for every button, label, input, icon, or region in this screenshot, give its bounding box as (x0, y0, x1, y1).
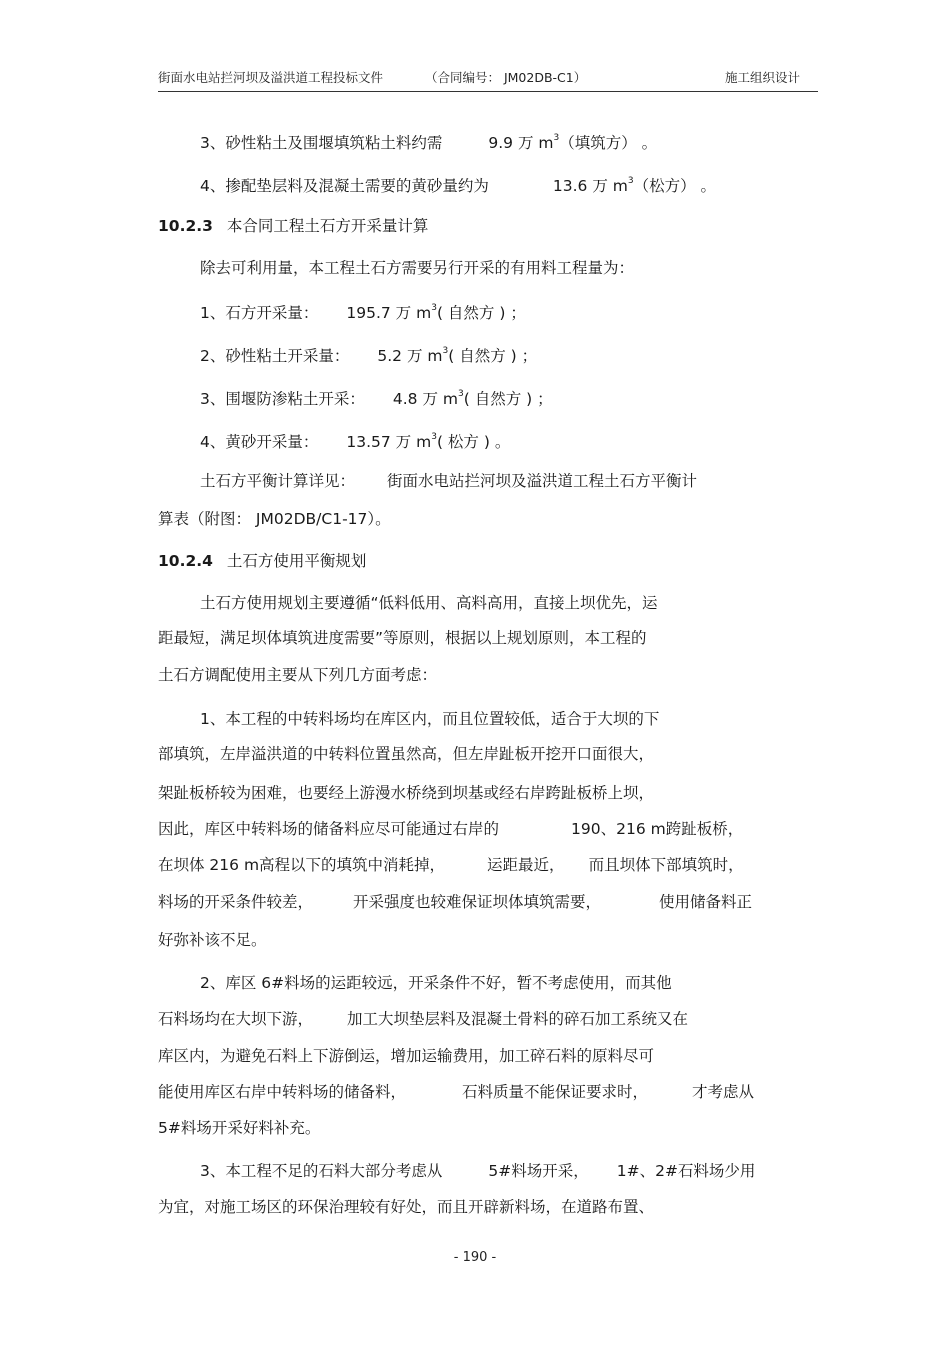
body-line: 除去可利用量，本工程土石方需要另行开采的有用料工程量为： (200, 259, 635, 277)
body-line: 土石方调配使用主要从下列几方面考虑： (158, 666, 438, 684)
text: 13.57 万 m (346, 433, 432, 452)
text: 石料质量不能保证要求时， (462, 1083, 649, 1101)
superscript: 3 (553, 133, 560, 143)
text: 195.7 万 m (346, 304, 432, 323)
body-line (158, 855, 744, 875)
header-title: 街面水电站拦河坝及溢洪道工程投标文件 (158, 70, 384, 85)
body-line (158, 1082, 754, 1102)
page-header (158, 68, 818, 90)
text: ( 自然方 ) ； (463, 390, 553, 409)
body-line (200, 386, 553, 409)
text: 能使用库区右岸中转料场的储备料， (158, 1083, 407, 1101)
text: 13.6 万 m (552, 177, 628, 196)
body-line: 架趾板桥较为困难，也要经上游漫水桥绕到坝基或经右岸跨趾板桥上坝， (158, 784, 655, 802)
text: （填筑方） 。 (559, 134, 658, 153)
section-title: 土石方使用平衡规划 (226, 552, 367, 570)
section-number: 10.2.3 (158, 217, 213, 235)
body-line (200, 343, 537, 366)
text: 石料场均在大坝下游， (158, 1010, 314, 1028)
text: 运距最近， (487, 856, 565, 874)
body-line (158, 819, 743, 839)
text: 开采强度也较难保证坝体填筑需要， (353, 893, 602, 911)
body-line (200, 300, 526, 323)
text: （松方） 。 (633, 177, 717, 196)
text: 在坝体 216 m高程以下的填筑中消耗掉， (158, 856, 446, 874)
body-line (158, 892, 752, 912)
section-title: 本合同工程土石方开采量计算 (226, 217, 429, 235)
body-line: 5#料场开采好料补充。 (158, 1119, 321, 1137)
body-line: 好弥补该不足。 (158, 931, 267, 949)
superscript: 3 (457, 389, 464, 399)
superscript: 3 (431, 303, 437, 313)
superscript: 3 (431, 432, 437, 442)
text: 加工大坝垫层料及混凝土骨料的碎石加工系统又在 (347, 1010, 689, 1028)
body-line: 算表（附图： JM02DB/C1-17）。 (158, 510, 391, 528)
text: 因此，库区中转料场的储备料应尽可能通过右岸的 (158, 820, 500, 838)
text: 190、216 m跨趾板桥， (571, 820, 744, 838)
body-line (200, 471, 697, 491)
text: 3、围堰防渗粘土开采： (200, 390, 365, 409)
body-line: 库区内，为避免石料上下游倒运，增加运输费用，加工碎石料的原料尽可 (158, 1047, 655, 1065)
text: 2、砂性粘土开采量： (200, 347, 350, 366)
body-line (200, 429, 510, 452)
text: 3、本工程不足的石料大部分考虑从 (200, 1162, 443, 1180)
header-contract: （合同编号： JM02DB-C1） (424, 70, 587, 85)
text: 1、石方开采量： (200, 304, 319, 323)
text: 使用储备料正 (659, 893, 753, 911)
text: 3、砂性粘土及围堰填筑粘土料约需 (200, 134, 443, 153)
text: 4.8 万 m (392, 390, 458, 409)
text: 4、掺配垫层料及混凝土需要的黄砂量约为 (200, 177, 489, 196)
body-line: 距最短，满足坝体填筑进度需要”等原则，根据以上规划原则，本工程的 (158, 629, 647, 647)
body-line: 部填筑，左岸溢洪道的中转料位置虽然高，但左岸趾板开挖开口面很大， (158, 745, 655, 763)
text: ( 松方 ) 。 (436, 433, 511, 452)
body-line: 1、本工程的中转料场均在库区内，而且位置较低，适合于大坝的下 (200, 710, 660, 728)
body-line (200, 130, 657, 153)
text: 而且坝体下部填筑时， (588, 856, 744, 874)
text: 料场的开采条件较差， (158, 893, 314, 911)
superscript: 3 (627, 176, 634, 186)
body-line (158, 1009, 688, 1029)
text: 5#料场开采， (488, 1162, 589, 1180)
superscript: 3 (442, 346, 449, 356)
section-number: 10.2.4 (158, 552, 213, 570)
text: 街面水电站拦河坝及溢洪道工程土石方平衡计 (387, 472, 698, 490)
text: 才考虑从 (692, 1083, 755, 1101)
page-number: - 190 - (453, 1250, 497, 1265)
header-rule (158, 91, 818, 92)
text: 9.9 万 m (488, 134, 554, 153)
header-section: 施工组织设计 (724, 70, 800, 85)
body-line (200, 173, 716, 196)
text: ( 自然方 ) ； (436, 304, 526, 323)
body-line: 为宜，对施工场区的环保治理较有好处，而且开辟新料场，在道路布置、 (158, 1198, 655, 1216)
text: 土石方平衡计算详见： (200, 472, 356, 490)
header-title-group (158, 68, 586, 86)
section-heading (158, 551, 366, 571)
body-line: 2、库区 6#料场的运距较远，开采条件不好，暂不考虑使用，而其他 (200, 974, 672, 992)
text: 4、黄砂开采量： (200, 433, 319, 452)
section-heading (158, 216, 428, 236)
body-line (200, 1161, 755, 1181)
text: 1#、2#石料场少用 (616, 1162, 756, 1180)
text: ( 自然方 ) ； (448, 347, 538, 366)
text: 5.2 万 m (377, 347, 443, 366)
body-line: 土石方使用规划主要遵循“低料低用、高料高用，直接上坝优先，运 (200, 594, 658, 612)
